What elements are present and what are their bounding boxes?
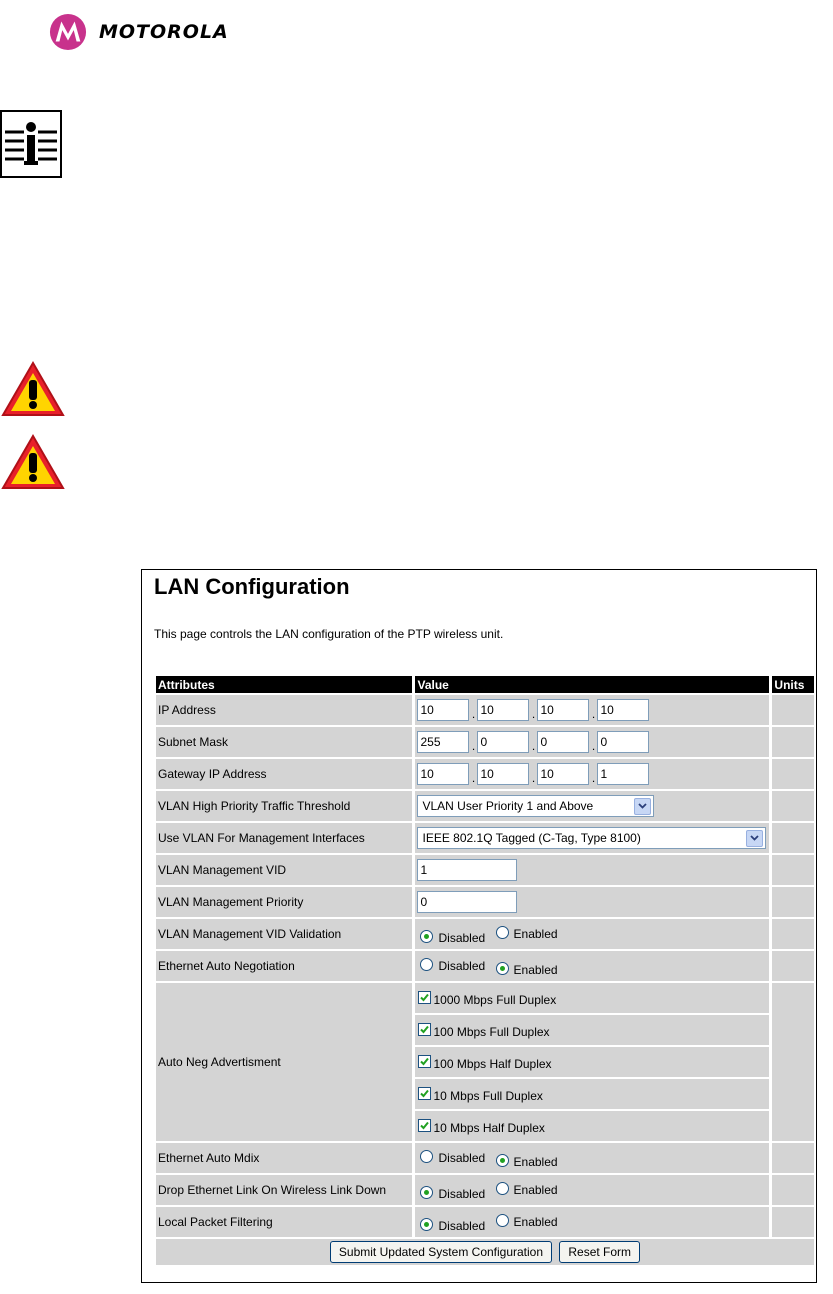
vlan-mgmt-priority-label: VLAN Management Priority — [156, 887, 412, 917]
eth-auto-neg-enabled-radio[interactable]: Enabled — [493, 961, 558, 975]
motorola-batwing-icon — [49, 13, 87, 51]
local-packet-filter-enabled-radio[interactable]: Enabled — [493, 1213, 558, 1227]
auto-neg-adv-label: Auto Neg Advertisment — [156, 983, 412, 1141]
table-row: IP Address 10 . 10 . 10 . 10 — [156, 695, 814, 725]
subnet-octet-4-input[interactable]: 0 — [597, 731, 649, 753]
ip-address-label: IP Address — [156, 695, 412, 725]
table-row — [156, 1207, 814, 1237]
local-packet-filter-label: Local Packet Filtering — [156, 1207, 412, 1237]
adv-100-full-checkbox[interactable]: 100 Mbps Full Duplex — [417, 1023, 549, 1037]
header-value: Value — [415, 676, 769, 693]
actions-row — [156, 1239, 814, 1265]
table-row — [156, 855, 814, 885]
vlan-vid-validation-label: VLAN Management VID Validation — [156, 919, 412, 949]
chevron-down-icon[interactable] — [746, 830, 763, 847]
vlan-vid-validation-enabled-radio[interactable]: Enabled — [493, 925, 558, 939]
adv-10-half-checkbox[interactable]: 10 Mbps Half Duplex — [417, 1119, 544, 1133]
vlan-mgmt-interfaces-select[interactable] — [417, 827, 766, 849]
drop-eth-link-label: Drop Ethernet Link On Wireless Link Down — [156, 1175, 412, 1205]
header-units: Units — [772, 676, 814, 693]
note-icon — [0, 110, 62, 178]
vlan-mgmt-vid-input[interactable]: 1 — [417, 859, 517, 881]
eth-auto-neg-disabled-radio[interactable]: Disabled — [417, 957, 485, 971]
subnet-octet-1-input[interactable]: 255 — [417, 731, 469, 753]
lan-configuration-panel — [141, 569, 817, 1283]
vlan-mgmt-vid-label: VLAN Management VID — [156, 855, 412, 885]
gateway-octet-3-input[interactable]: 10 — [537, 763, 589, 785]
eth-auto-mdix-label: Ethernet Auto Mdix — [156, 1143, 412, 1173]
drop-eth-link-disabled-radio[interactable]: Disabled — [417, 1185, 485, 1199]
page-title: LAN Configuration — [154, 574, 350, 599]
drop-eth-link-enabled-radio[interactable]: Enabled — [493, 1181, 558, 1195]
chevron-down-icon[interactable] — [634, 798, 651, 815]
table-row — [156, 791, 814, 821]
table-header-row — [156, 676, 814, 693]
subnet-octet-3-input[interactable]: 0 — [537, 731, 589, 753]
motorola-logo — [49, 12, 289, 52]
table-row — [156, 983, 814, 1013]
header-attributes: Attributes — [156, 676, 412, 693]
ip-octet-2-input[interactable]: 10 — [477, 699, 529, 721]
page-intro: This page controls the LAN configuration of the PTP wireless unit. — [154, 627, 504, 641]
vlan-vid-validation-disabled-radio[interactable]: Disabled — [417, 929, 485, 943]
adv-10-full-checkbox[interactable]: 10 Mbps Full Duplex — [417, 1087, 542, 1101]
gateway-octet-4-input[interactable]: 1 — [597, 763, 649, 785]
gateway-octet-2-input[interactable]: 10 — [477, 763, 529, 785]
table-row: Gateway IP Address 10 . 10 . 10 . 1 — [156, 759, 814, 789]
table-row: Subnet Mask 255 . 0 . 0 . 0 — [156, 727, 814, 757]
lan-config-table — [153, 674, 817, 1267]
reset-button[interactable]: Reset Form — [559, 1241, 640, 1263]
table-row — [156, 1175, 814, 1205]
adv-1000-full-checkbox[interactable]: 1000 Mbps Full Duplex — [417, 991, 556, 1005]
subnet-octet-2-input[interactable]: 0 — [477, 731, 529, 753]
table-row — [156, 1143, 814, 1173]
table-row — [156, 951, 814, 981]
table-row — [156, 919, 814, 949]
vlan-threshold-selected: VLAN User Priority 1 and Above — [422, 799, 594, 813]
eth-auto-mdix-disabled-radio[interactable]: Disabled — [417, 1149, 485, 1163]
eth-auto-neg-label: Ethernet Auto Negotiation — [156, 951, 412, 981]
ip-octet-4-input[interactable]: 10 — [597, 699, 649, 721]
warning-icon — [0, 433, 66, 491]
warning-icon — [0, 360, 66, 418]
ip-octet-3-input[interactable]: 10 — [537, 699, 589, 721]
vlan-mgmt-priority-input[interactable]: 0 — [417, 891, 517, 913]
subnet-mask-label: Subnet Mask — [156, 727, 412, 757]
vlan-mgmt-interfaces-selected: IEEE 802.1Q Tagged (C-Tag, Type 8100) — [422, 831, 641, 845]
table-row — [156, 823, 814, 853]
adv-100-half-checkbox[interactable]: 100 Mbps Half Duplex — [417, 1055, 551, 1069]
local-packet-filter-disabled-radio[interactable]: Disabled — [417, 1217, 485, 1231]
submit-button[interactable]: Submit Updated System Configuration — [330, 1241, 552, 1263]
brand-name: MOTOROLA — [99, 21, 229, 43]
ip-octet-1-input[interactable]: 10 — [417, 699, 469, 721]
gateway-label: Gateway IP Address — [156, 759, 412, 789]
vlan-threshold-label: VLAN High Priority Traffic Threshold — [156, 791, 412, 821]
gateway-octet-1-input[interactable]: 10 — [417, 763, 469, 785]
vlan-mgmt-interfaces-label: Use VLAN For Management Interfaces — [156, 823, 412, 853]
vlan-threshold-select[interactable] — [417, 795, 654, 817]
eth-auto-mdix-enabled-radio[interactable]: Enabled — [493, 1153, 558, 1167]
table-row — [156, 887, 814, 917]
